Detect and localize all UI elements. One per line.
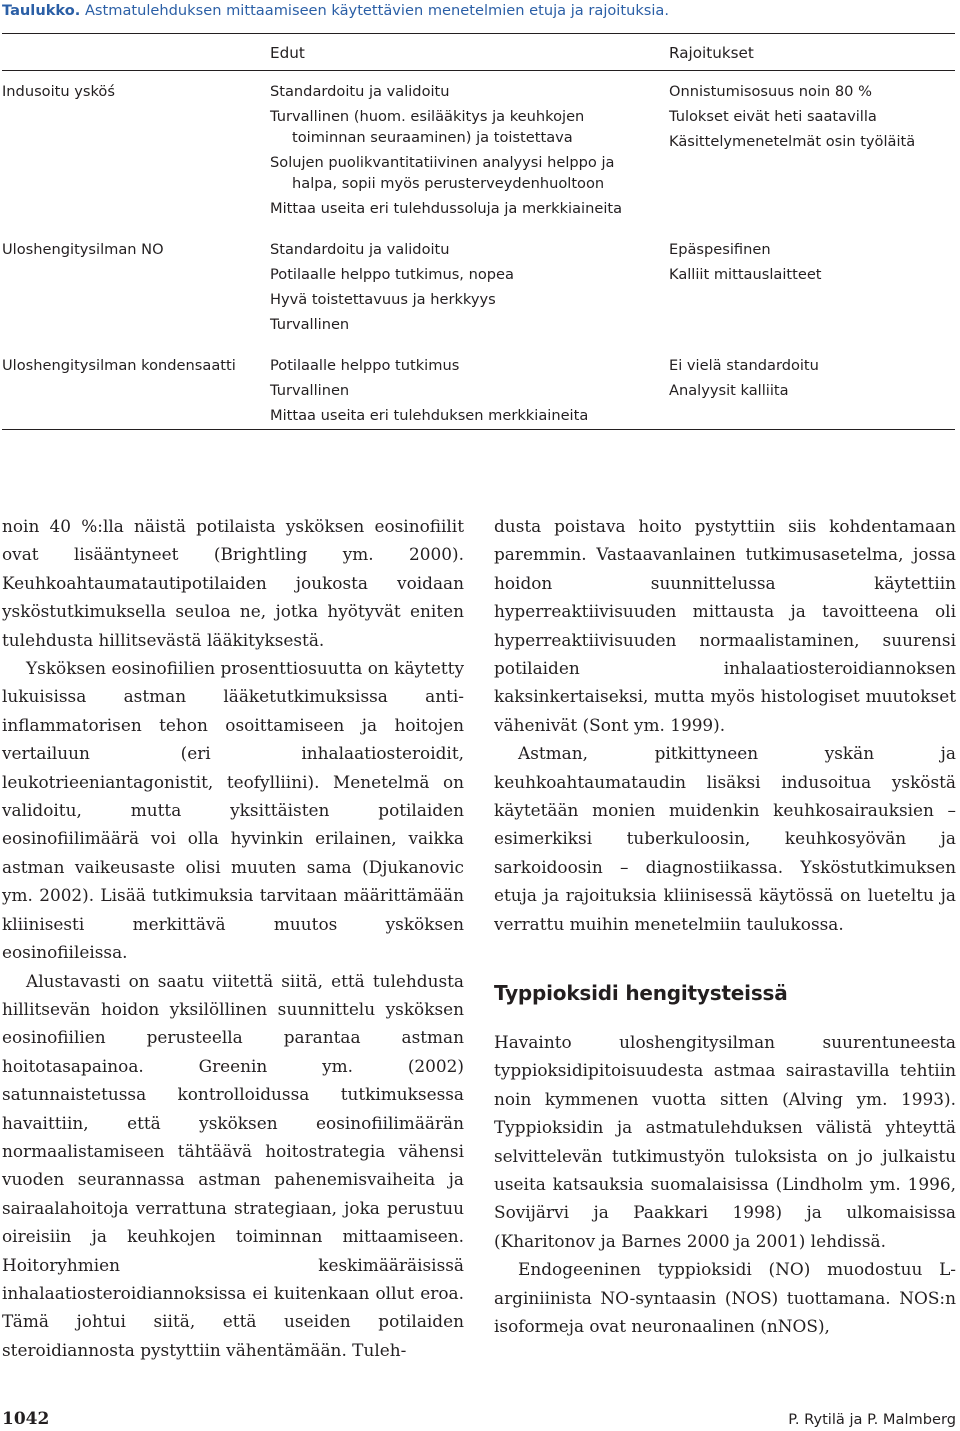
body-column-left: [2, 512, 464, 1364]
limitation-item: Käsittelymenetelmät osin työläitä: [669, 133, 916, 150]
limitation-item: Ei vielä standardoitu: [669, 357, 819, 374]
advantage-item: Turvallinen (huom. esilääkitys ja keuhkojen toiminnan seuraaminen) ja toistettava: [270, 108, 585, 146]
advantages-cell: [270, 237, 655, 337]
advantages-cell: [270, 79, 655, 221]
running-footer-authors: P. Rytilä ja P. Malmberg: [788, 1411, 956, 1428]
body-paragraph: Ysköksen eosinofiilien prosenttiosuutta on käytetty lukuisissa astman lääketutkimuksissa anti-inflammatorisen tehon osoittamiseen ja hoitojen vertailuun (eri inhalaatiosteroidit, leukotrieeniantagonistit, teofylliini). Menetelmä on validoitu, mutta yksittäisten potilaiden eosinofiilimäärä voi olla hyvinkin erilainen, vaikka astman vaikeusaste olisi muuten sama (Djukanovic ym. 2002). Lisää tutkimuksia tarvitaan määrittämään kliinisesti merkittävä muutos ysköksen eosinofiileissa.: [2, 658, 464, 963]
section-body: [494, 1028, 956, 1340]
advantages-cell: [270, 353, 655, 428]
limitation-item: Onnistumisosuus noin 80 %: [669, 83, 872, 100]
limitations-cell: [669, 353, 957, 403]
limitation-item: Analyysit kalliita: [669, 382, 789, 399]
limitation-item: Tulokset eivät heti saatavilla: [669, 108, 877, 125]
section-paragraph: Endogeeninen typpioksidi (NO) muodostuu L-arginiinista NO-syntaasin (NOS) tuottamana. NOS:n isoformeja ovat neuronaalinen (nNOS),: [494, 1259, 956, 1337]
advantage-item: Turvallinen: [270, 382, 350, 399]
body-column-right: [494, 512, 956, 938]
table-header-advantages: Edut: [270, 44, 305, 62]
page-number: 1042: [2, 1409, 50, 1429]
limitation-item: Epäspesifinen: [669, 241, 771, 258]
section-paragraph: Havainto uloshengitysilman suurentuneesta typpioksidipitoisuudesta astmaa sairastavilla tehtiin noin kymmenen vuotta sitten (Alving ym. 1993). Typpioksidin ja astmatulehduksen välistä yhteyttä selvittelevän tutkimustyön tuloksista on jo julkaistu useita katsauksia suomalaisissa (Lindholm ym. 1996, Sovijärvi ja Paakkari 1998) ja ulkomaisissa (Kharitonov ja Barnes 2000 ja 2001) lehdissä.: [494, 1032, 956, 1251]
advantage-item: Mittaa useita eri tulehdussoluja ja merkkiaineita: [270, 200, 623, 217]
body-paragraph: dusta poistava hoito pystyttiin siis kohdentamaan paremmin. Vastaavanlainen tutkimusasetelma, jossa hoidon suunnittelussa käytettiin hyperreaktiivisuuden mittausta ja tavoitteena oli hyperreaktiivisuuden normaalistaminen, suurensi potilaiden inhalaatiosteroidiannoksen kaksinkertaiseksi, mutta myös histologiset muutokset vähenivät (Sont ym. 1999).: [494, 516, 956, 735]
advantage-item: Turvallinen: [270, 316, 350, 333]
table-caption-label: Taulukko.: [2, 2, 81, 19]
advantage-item: Hyvä toistettavuus ja herkkyys: [270, 291, 496, 308]
advantage-item: Solujen puolikvantitatiivinen analyysi helppo ja halpa, sopii myös perusterveydenhuoltoon: [270, 154, 615, 192]
section-heading: Typpioksidi hengitysteissä: [494, 981, 788, 1005]
limitation-item: Kalliit mittauslaitteet: [669, 266, 822, 283]
advantage-item: Standardoitu ja validoitu: [270, 83, 450, 100]
limitations-cell: [669, 79, 957, 154]
body-paragraph: Alustavasti on saatu viitettä siitä, että tulehdusta hillitsevän hoidon yksilöllinen suunnittelu ysköksen eosinofiilien perusteella parantaa astman hoitotasapainoa. Greenin ym. (2002) satunnaistetussa kontrolloidussa tutkimuksessa havaittiin, että ysköksen eosinofiilimäärän normaalistamiseen tähtäävä hoitostrategia vähensi vuoden seurannassa astman pahenemisvaiheita ja sairaalahoitoja verrattuna strategiaan, joka perustuu oireisiin ja keuhkojen toiminnan mittaamiseen. Hoitoryhmien keskimääräisissä inhalaatiosteroidiannoksissa ei kuitenkaan ollut eroa. Tämä johtui siitä, että useiden potilaiden steroidiannosta pystyttiin vähentämään. Tuleh-: [2, 970, 464, 1360]
advantage-item: Potilaalle helppo tutkimus, nopea: [270, 266, 514, 283]
advantage-item: Potilaalle helppo tutkimus: [270, 357, 460, 374]
body-paragraph: noin 40 %:lla näistä potilaista ysköksen eosinofiilit ovat lisääntyneet (Brightling ym. 2000). Keuhkoahtaumatautipotilaiden joukosta voidaan ysköstutkimuksella seuloa ne, jotka hyötyvät eniten tulehdusta hillitsevästä lääkityksestä.: [2, 516, 464, 650]
comparison-table: [0, 0, 960, 440]
table-row-method: Uloshengitysilman NO: [2, 241, 164, 258]
advantage-item: Mittaa useita eri tulehduksen merkkiaineita: [270, 407, 589, 424]
table-caption-text: Astmatulehduksen mittaamiseen käytettävien menetelmien etuja ja rajoituksia.: [84, 2, 670, 19]
table-header-limitations: Rajoitukset: [669, 44, 754, 62]
table-row-method: Uloshengitysilman kondensaatti: [2, 357, 236, 374]
body-paragraph: Astman, pitkittyneen yskän ja keuhkoahtaumataudin lisäksi indusoitua ysköstä käytetään monien muidenkin keuhkosairauksien – esimerkiksi tuberkuloosin, keuhkosyövän ja sarkoidoosin – diagnostiikassa. Ysköstutkimuksen etuja ja rajoituksia kliinisessä käytössä on lueteltu ja verrattu muihin menetelmiin taulukossa.: [494, 743, 956, 934]
limitations-cell: [669, 237, 957, 287]
advantage-item: Standardoitu ja validoitu: [270, 241, 450, 258]
table-row-method: Indusoitu ysköś: [2, 83, 115, 100]
